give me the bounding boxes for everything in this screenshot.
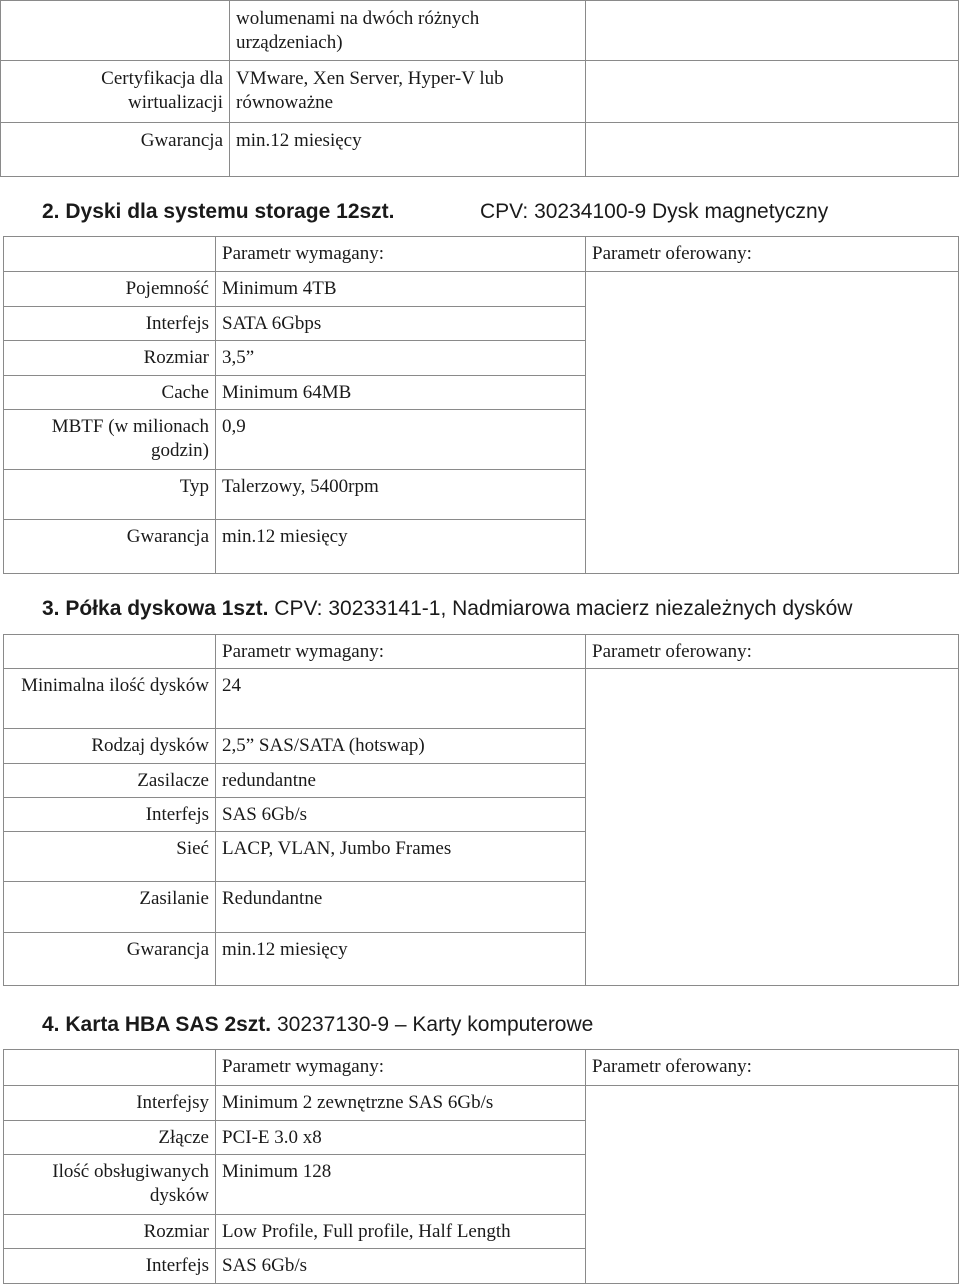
- param-value: SATA 6Gbps: [216, 307, 586, 341]
- param-value: SAS 6Gb/s: [216, 1249, 586, 1284]
- empty-header-cell: [4, 237, 216, 272]
- param-value: 2,5” SAS/SATA (hotswap): [216, 729, 586, 764]
- section-cpv: [480, 199, 828, 225]
- section-heading: [42, 1012, 593, 1038]
- param-value: VMware, Xen Server, Hyper-V lub równoważne: [230, 61, 586, 123]
- disk-shelf-spec-table: [3, 634, 959, 986]
- offered-cell: [586, 123, 959, 177]
- param-value: Minimum 2 zewnętrzne SAS 6Gb/s: [216, 1086, 586, 1121]
- server-spec-table-continuation: [0, 0, 959, 177]
- param-value: Minimum 4TB: [216, 272, 586, 307]
- param-value: 24: [216, 669, 586, 729]
- param-value: 0,9: [216, 410, 586, 470]
- offered-cell: [586, 272, 959, 574]
- param-label: Cache: [4, 376, 216, 410]
- param-value: Minimum 128: [216, 1155, 586, 1215]
- offered-cell: [586, 1086, 959, 1284]
- param-value: Low Profile, Full profile, Half Length: [216, 1215, 586, 1249]
- section-number: 4. Karta HBA SAS 2szt.: [42, 1013, 272, 1036]
- header-required: Parametr wymagany:: [216, 1050, 586, 1086]
- param-label: [1, 1, 230, 61]
- param-label: Rozmiar: [4, 341, 216, 376]
- param-label: Interfejs: [4, 1249, 216, 1284]
- param-label: Gwarancja: [4, 520, 216, 574]
- param-label: Gwarancja: [1, 123, 230, 177]
- param-label: Zasilacze: [4, 764, 216, 798]
- param-label: Certyfikacja dla wirtualizacji: [1, 61, 230, 123]
- param-value: Talerzowy, 5400rpm: [216, 470, 586, 520]
- param-label: Rozmiar: [4, 1215, 216, 1249]
- empty-header-cell: [4, 1050, 216, 1086]
- param-label: Zasilanie: [4, 882, 216, 933]
- param-label: Interfejs: [4, 798, 216, 832]
- section-number: 2. Dyski dla systemu storage 12szt.: [42, 200, 395, 223]
- param-label: Interfejs: [4, 307, 216, 341]
- param-label: Pojemność: [4, 272, 216, 307]
- param-value: min.12 miesięcy: [230, 123, 586, 177]
- offered-cell: [586, 61, 959, 123]
- header-required: Parametr wymagany:: [216, 237, 586, 272]
- header-offered: Parametr oferowany:: [586, 635, 959, 669]
- header-offered: Parametr oferowany:: [586, 237, 959, 272]
- param-label: Sieć: [4, 832, 216, 882]
- section-heading: [42, 596, 852, 622]
- param-value: LACP, VLAN, Jumbo Frames: [216, 832, 586, 882]
- param-label: Ilość obsługiwanych dysków: [4, 1155, 216, 1215]
- cpv-code: 30237130-9 – Karty komputerowe: [276, 1013, 594, 1036]
- offered-cell: [586, 1, 959, 61]
- offered-cell: [586, 669, 959, 986]
- hba-card-spec-table: [3, 1049, 959, 1284]
- param-label: Interfejsy: [4, 1086, 216, 1121]
- empty-header-cell: [4, 635, 216, 669]
- param-label: Rodzaj dysków: [4, 729, 216, 764]
- param-value: Minimum 64MB: [216, 376, 586, 410]
- param-value: PCI-E 3.0 x8: [216, 1121, 586, 1155]
- param-value: 3,5”: [216, 341, 586, 376]
- param-label: MBTF (w milionach godzin): [4, 410, 216, 470]
- header-offered: Parametr oferowany:: [586, 1050, 959, 1086]
- param-label: Gwarancja: [4, 933, 216, 986]
- section-heading: [42, 199, 395, 225]
- param-label: Złącze: [4, 1121, 216, 1155]
- param-label: Typ: [4, 470, 216, 520]
- param-value: redundantne: [216, 764, 586, 798]
- disk-spec-table: [3, 236, 959, 574]
- param-value: SAS 6Gb/s: [216, 798, 586, 832]
- param-value: min.12 miesięcy: [216, 520, 586, 574]
- param-label: Minimalna ilość dysków: [4, 669, 216, 729]
- cpv-code: CPV: 30234100-9 Dysk magnetyczny: [480, 200, 829, 223]
- param-value: wolumenami na dwóch różnych urządzeniach): [230, 1, 586, 61]
- cpv-code: CPV: 30233141-1, Nadmiarowa macierz niezależnych dysków: [274, 597, 853, 620]
- header-required: Parametr wymagany:: [216, 635, 586, 669]
- section-number: 3. Półka dyskowa 1szt.: [42, 597, 269, 620]
- param-value: Redundantne: [216, 882, 586, 933]
- param-value: min.12 miesięcy: [216, 933, 586, 986]
